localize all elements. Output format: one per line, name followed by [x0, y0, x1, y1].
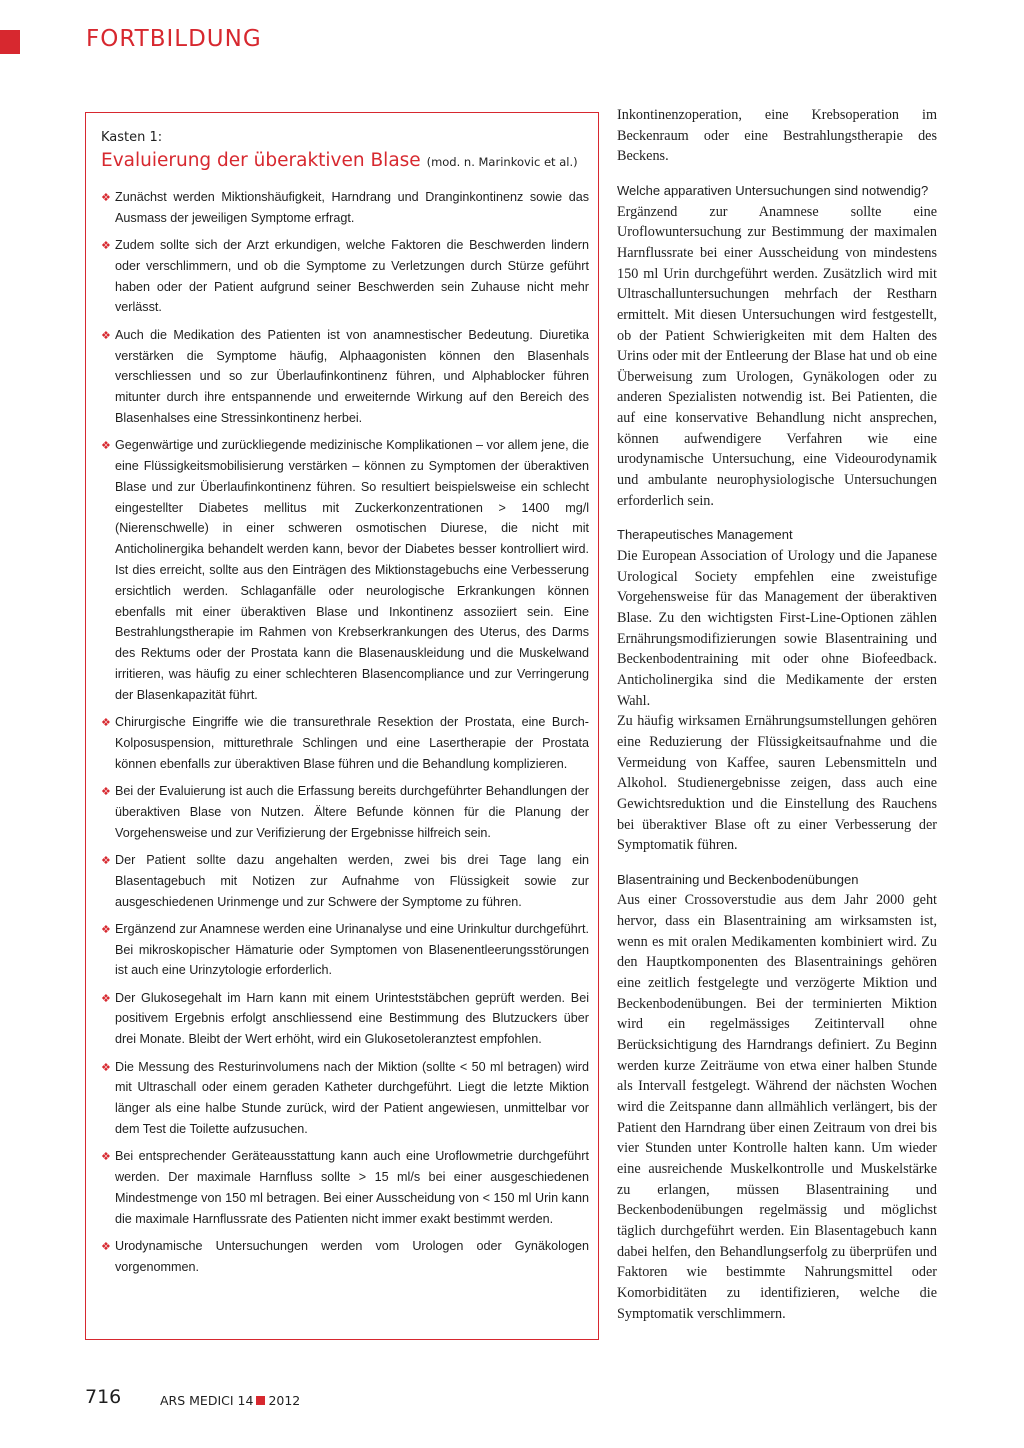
- list-item: [101, 187, 589, 229]
- list-item: [101, 1146, 589, 1229]
- box-title: [101, 150, 578, 171]
- journal-year: 2012: [268, 1393, 301, 1408]
- bullet-text: Der Patient sollte dazu angehalten werden, zwei bis drei Tage lang ein Blasentagebuch mit Notizen zur Aufnahme von Flüssigkeit sowie zur ausgeschiedenen Urinmenge und zur Schwere der Symptome zu führen.: [115, 852, 589, 909]
- diamond-bullet-icon: ❖: [101, 785, 111, 799]
- paragraph-diagnostics: Ergänzend zur Anamnese sollte eine Uroflowuntersuchung zur Bestimmung der maximalen Harnflussrate bei einer Ausscheidung von mindestens 150 ml Urin durchgeführt werden. Zusätzlich wird mit Ultraschalluntersuchungen mehrfach der Restharn ermittelt. Mit diesen Untersuchungen wird festgestellt, ob der Patient Schwierigkeiten mit dem Halten des Urins oder mit der Entleerung der Blase hat und ob eine Überweisung zum Urologen, Gynäkologen oder zu anderen Spezialisten notwendig ist. Bei Patienten, die auf eine konservative Behandlung nicht ansprechen, können aufwendigere Verfahren wie eine urodynamische Untersuchung, eine Videourodynamik und ambulante neurophysiologische Untersuchungen erforderlich sein.: [617, 203, 937, 509]
- section-color-marker: [0, 30, 20, 54]
- bullet-text: Der Glukosegehalt im Harn kann mit einem Urinteststäbchen geprüft werden. Bei positivem Ergebnis erfolgt anschliessend eine Bestimmung des Blutzuckers über drei Monate. Bleibt der Wert erhöht, wird ein Glukosetoleranztest empfohlen.: [115, 990, 589, 1047]
- diamond-bullet-icon: ❖: [101, 1150, 111, 1164]
- bullet-text: Bei entsprechender Geräteausstattung kann auch eine Uroflowmetrie durchgeführt werden. Der maximale Harnfluss sollte > 15 ml/s bei einer ausgeschiedenen Mindestmenge von 150 ml betragen. Bei einer Ausscheidung von < 150 ml Urin kann die maximale Harnflussrate des Patienten nicht immer exakt bestimmt werden.: [115, 1149, 589, 1226]
- list-item: [101, 712, 589, 774]
- bullet-text: Chirurgische Eingriffe wie die transurethrale Resektion der Prostata, eine Burch-Kolposuspension, mitturethrale Schlingen und eine Lasertherapie der Prostata können ebenfalls zur überaktiven Blase führen und die Behandlung komplizieren.: [115, 715, 589, 771]
- bullet-text: Zudem sollte sich der Arzt erkundigen, welche Faktoren die Beschwerden lindern oder verschlimmern, und ob die Symptome zu Verletzungen durch Stürze geführt haben oder der Patient aufgrund seiner Beschwerden sein Zuhause nicht mehr verlässt.: [115, 238, 589, 315]
- diamond-bullet-icon: ❖: [101, 716, 111, 730]
- bullet-text: Zunächst werden Miktionshäufigkeit, Harndrang und Dranginkontinenz sowie das Ausmass der jeweiligen Symptome erfragt.: [115, 190, 589, 225]
- bullet-text: Bei der Evaluierung ist auch die Erfassung bereits durchgeführter Behandlungen der überaktiven Blase von Nutzen. Ältere Befunde können für die Planung der Vorgehensweise und zur Verifizierung der Ergebnisse hilfreich sein.: [115, 784, 589, 840]
- box-bullet-list: [101, 187, 589, 1284]
- list-item: [101, 781, 589, 843]
- box-label: Kasten 1:: [101, 130, 163, 145]
- section-header: FORTBILDUNG: [86, 26, 262, 52]
- intro-paragraph: Inkontinenzoperation, eine Krebsoperation im Beckenraum oder eine Bestrahlungstherapie des Beckens.: [617, 107, 937, 165]
- diamond-bullet-icon: ❖: [101, 439, 111, 453]
- diamond-bullet-icon: ❖: [101, 922, 111, 936]
- diamond-bullet-icon: ❖: [101, 991, 111, 1005]
- list-item: [101, 325, 589, 429]
- diamond-bullet-icon: ❖: [101, 853, 111, 867]
- journal-footer: [160, 1393, 300, 1408]
- bullet-text: Die Messung des Resturinvolumens nach der Miktion (sollte < 50 ml betragen) wird mit Ultraschall oder einem geraden Katheter durchgeführt. Liegt die letzte Miktion länger als eine halbe Stunde zurück, wird der Patient angewiesen, unmittelbar vor dem Test die Toilette aufzusuchen.: [115, 1059, 589, 1136]
- diamond-bullet-icon: ❖: [101, 1239, 111, 1253]
- paragraph-nutrition: Zu häufig wirksamen Ernährungsumstellungen gehören eine Reduzierung der Flüssigkeitsaufnahme und die Vermeidung von Kaffee, sauren Lebensmitteln und Alkohol. Studienergebnisse zeigen, dass auch eine Gewichtsreduktion und die Einstellung des Rauchens bei überaktiver Blase oft zu einer Verbesserung der Symptomatik führen.: [617, 713, 937, 854]
- journal-name: ARS MEDICI 14: [160, 1393, 254, 1408]
- list-item: [101, 988, 589, 1050]
- right-column: [617, 105, 937, 1324]
- bullet-text: Urodynamische Untersuchungen werden vom Urologen oder Gynäkologen vorgenommen.: [115, 1238, 589, 1274]
- bullet-text: Ergänzend zur Anamnese werden eine Urinanalyse und eine Urinkultur durchgeführt. Bei mikroskopischer Hämaturie oder Symptomen von Blasenentleerungsstörungen ist auch eine Urinzytologie erforderlich.: [115, 921, 589, 978]
- page-number: 716: [85, 1386, 122, 1408]
- paragraph-bladder-training: Aus einer Crossoverstudie aus dem Jahr 2000 geht hervor, dass ein Blasentraining am wirksamsten ist, wenn es mit oralen Medikamenten kombiniert wird. Zu den Hauptkomponenten des Blasentrainings gehören eine zeitlich festgelegte und verzögerte Miktion und Beckenbodenübungen. Bei der terminierten Miktion wird ein regelmässiges Zeitintervall ohne Berücksichtigung des Harndrangs definiert. Zu Beginn werden kurze Zeiträume von etwa einer halben Stunde als Intervall festgelegt. Während der nächsten Wochen wird die Zeitspanne dann allmählich verlängert, bis der Patient den Harndrang über einen Zeitraum von drei bis vier Stunden unter Kontrolle halten kann. Um wieder eine ausreichende Muskelkontrolle und Muskelstärke zu erlangen, müssen Blasentraining und Beckenbodenübungen regelmässig und möglichst täglich durchgeführt werden. Ein Blasentagebuch kann dabei helfen, den Behandlungserfolg zu überprüfen und Faktoren wie bestimmte Nahrungsmittel oder Komorbiditäten zu identifizieren, welche die Symptomatik verschlimmern.: [617, 892, 937, 1322]
- diamond-bullet-icon: ❖: [101, 191, 111, 204]
- list-item: [101, 850, 589, 912]
- diamond-bullet-icon: ❖: [101, 1060, 111, 1074]
- box-title-text: Evaluierung der überaktiven Blase: [101, 150, 421, 171]
- paragraph-management: Die European Association of Urology und die Japanese Urological Society empfehlen eine zweistufige Vorgehensweise für das Management der überaktiven Blase. Zu den wichtigsten First-Line-Optionen zählen Ernährungsmodifizierungen sowie Blasentraining und Beckenbodentraining mit oder ohne Biofeedback. Anticholinergika sind die Medikamente der ersten Wahl.: [617, 548, 937, 709]
- list-item: [101, 1236, 589, 1278]
- list-item: [101, 919, 589, 981]
- list-item: [101, 235, 589, 318]
- diamond-bullet-icon: ❖: [101, 239, 111, 253]
- bullet-text: Auch die Medikation des Patienten ist von anamnestischer Bedeutung. Diuretika verstärken die Symptome häufig, Alphaagonisten können den Blasenhals verschliessen und so zur Überlaufinkontinenz führen, und Alphablocker führen mitunter durch ihre entspannende und erweiternde Wirkung auf den Bereich des Blasenhalses eine Stressinkontinenz herbei.: [115, 327, 589, 425]
- square-separator-icon: [256, 1396, 265, 1405]
- diamond-bullet-icon: ❖: [101, 328, 111, 342]
- list-item: [101, 435, 589, 705]
- subheading-bladder-training: Blasentraining und Beckenbodenübungen: [617, 871, 859, 887]
- box-reference: (mod. n. Marinkovic et al.): [426, 155, 578, 169]
- list-item: [101, 1057, 589, 1140]
- bullet-text: Gegenwärtige und zurückliegende medizinische Komplikationen – vor allem jene, die eine Flüssigkeitsmobilisierung verstärken – können zu Symptomen der überaktiven Blase und zur Überlaufinkontinenz führen. So resultiert beispielsweise ein schlecht eingestellter Diabetes mellitus mit Zuckerkonzentrationen > 1400 mg/l (Nierenschwelle) in einer schweren osmotischen Diurese, die nicht mit Anticholinergika behandelt werden kann, bevor der Diabetes besser kontrolliert wird. Ist dies erreicht, sollte aus den Einträgen des Miktionstagebuchs eine Verbesserung ersichtlich werden. Schlaganfälle oder neurologische Erkrankungen können ebenfalls mit einer überaktiven Blase und Inkontinenz assoziiert sein. Eine Bestrahlungstherapie im Rahmen von Krebserkrankungen des Uterus, des Darms des Rektums oder der Prostata kann die Blasenauskleidung und die Muskelwand irritieren, was häufig zu einer schlechteren Blasencompliance und zur Verringerung der Blasenkapazität führt.: [115, 438, 589, 702]
- subheading-management: Therapeutisches Management: [617, 527, 793, 543]
- subheading-diagnostics: Welche apparativen Untersuchungen sind notwendig?: [617, 182, 929, 198]
